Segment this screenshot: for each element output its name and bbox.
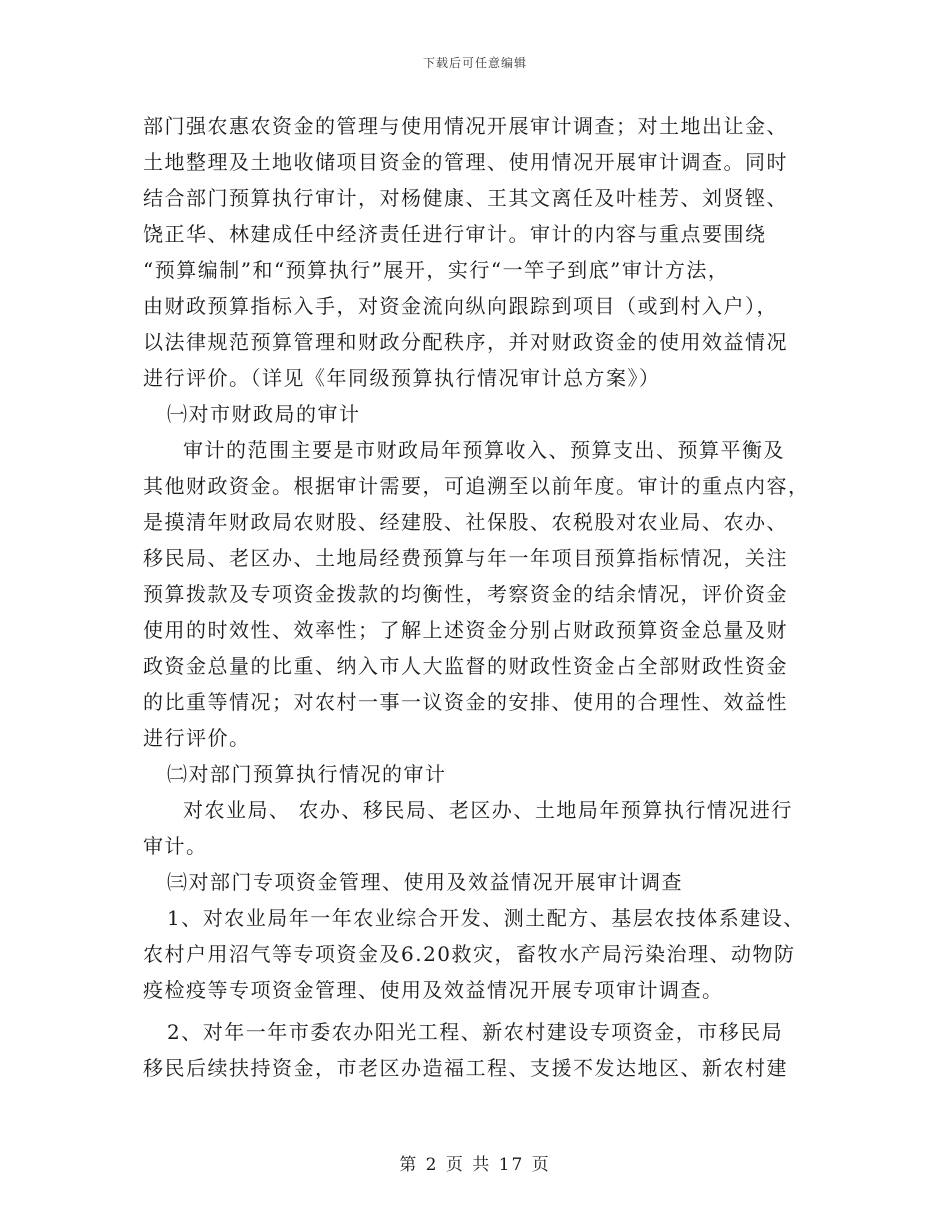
paragraph-line: 疫检疫等专项资金管理、使用及效益情况开展专项审计调查。 <box>143 978 724 1002</box>
header-note: 下载后可任意编辑 <box>422 56 527 70</box>
paragraph-line: 预算拨款及专项资金拨款的均衡性，考察资金的结余情况，评价资金 <box>143 582 788 606</box>
page-number-footer: 第 2 页 共 17 页 <box>399 1155 551 1175</box>
document-body <box>143 108 823 1086</box>
section-heading: ㈡对部门预算执行情况的审计 <box>167 762 447 786</box>
section-heading: ㈢对部门专项资金管理、使用及效益情况开展审计调查 <box>167 870 683 894</box>
paragraph-line: 土地整理及土地收储项目资金的管理、使用情况开展审计调查。同时 <box>143 150 788 174</box>
section-heading: ㈠对市财政局的审计 <box>167 402 361 426</box>
paragraph-line: 2、对年一年市委农办阳光工程、新农村建设专项资金，市移民局 <box>167 1020 784 1044</box>
paragraph-line: 1、对农业局年一年农业综合开发、测土配方、基层农技体系建设、 <box>167 906 805 930</box>
paragraph-line: 审计的范围主要是市财政局年预算收入、预算支出、预算平衡及 <box>183 438 785 462</box>
paragraph-line: 移民局、老区办、土地局经费预算与年一年项目预算指标情况，关注 <box>143 546 788 570</box>
paragraph-line: 结合部门预算执行审计，对杨健康、王其文离任及叶桂芳、刘贤铿、 <box>143 186 788 210</box>
paragraph-line: 使用的时效性、效率性；了解上述资金分别占财政预算资金总量及财 <box>143 618 788 642</box>
paragraph-line: 由财政预算指标入手，对资金流向纵向跟踪到项目（或到村入户）， <box>143 294 778 318</box>
paragraph-line: 政资金总量的比重、纳入市人大监督的财政性资金占全部财政性资金 <box>143 654 788 678</box>
paragraph-line: 移民后续扶持资金，市老区办造福工程、支援不发达地区、新农村建 <box>143 1056 788 1080</box>
paragraph-line: 其他财政资金。根据审计需要，可追溯至以前年度。审计的重点内容， <box>143 474 810 498</box>
paragraph-line: 对农业局、 农办、移民局、老区办、土地局年预算执行情况进行 <box>183 798 793 822</box>
paragraph-line: 审计。 <box>143 834 208 858</box>
paragraph-line: 以法律规范预算管理和财政分配秩序，并对财政资金的使用效益情况 <box>143 330 788 354</box>
paragraph-line: 进行评价。（详见《年同级预算执行情况审计总方案》） <box>143 366 661 390</box>
paragraph-line: 是摸清年财政局农财股、经建股、社保股、农税股对农业局、农办、 <box>143 510 788 534</box>
paragraph-line: 部门强农惠农资金的管理与使用情况开展审计调查；对土地出让金、 <box>143 114 788 138</box>
paragraph-line: 的比重等情况；对农村一事一议资金的安排、使用的合理性、效益性 <box>143 690 788 714</box>
paragraph-line: 进行评价。 <box>143 726 251 750</box>
paragraph-line: “预算编制”和“预算执行”展开，实行“一竿子到底”审计方法， <box>143 258 730 282</box>
paragraph-line: 饶正华、林建成任中经济责任进行审计。审计的内容与重点要围绕 <box>143 222 767 246</box>
paragraph-line: 农村户用沼气等专项资金及6.20救灾，畜牧水产局污染治理、动物防 <box>143 942 796 966</box>
